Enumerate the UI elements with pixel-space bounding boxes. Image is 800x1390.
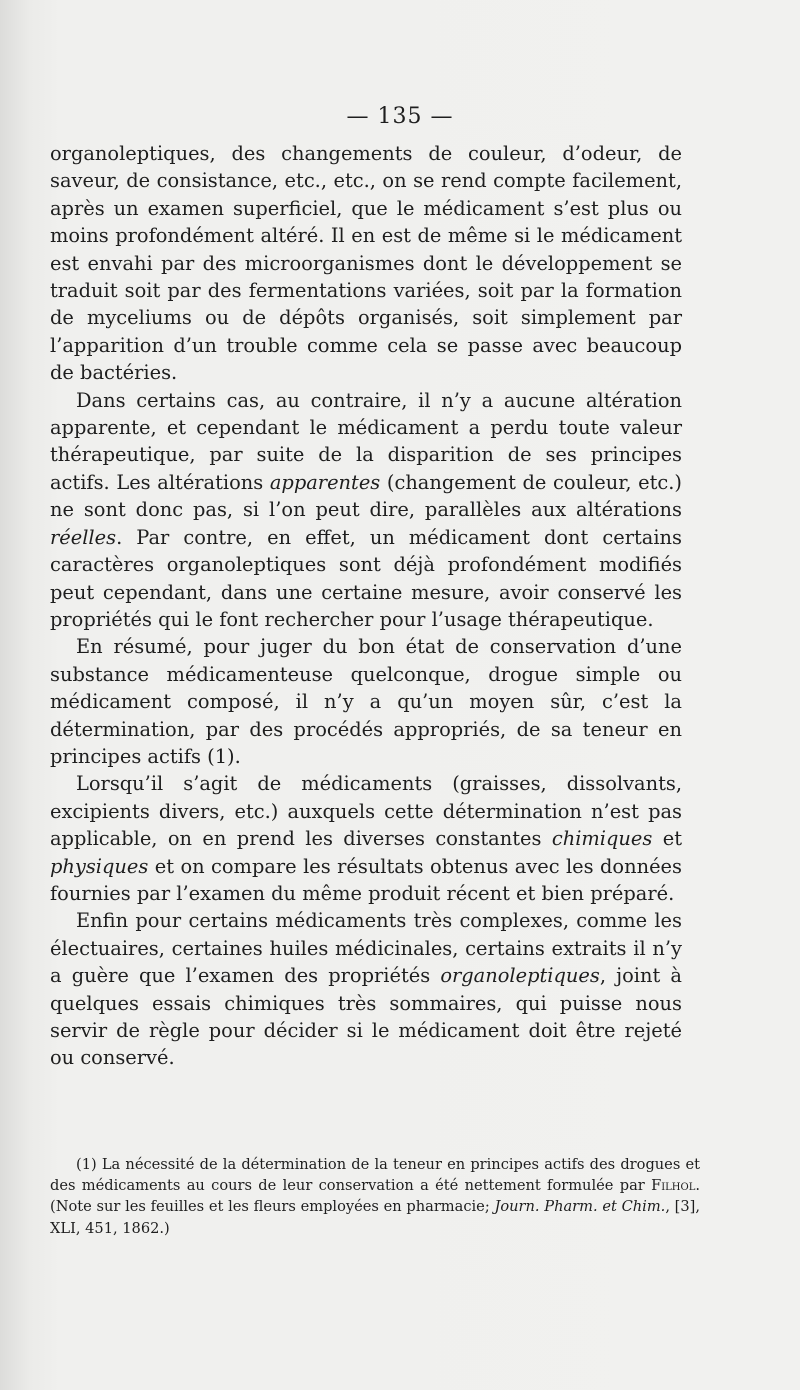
text-segment: organoleptiques, des changements de couleur, d’odeur, de saveur, de consistance, etc., etc., on se rend compte facilement, après un examen superficiel, que le médicament s’est plus ou moins profondément altéré. Il en est de même si le médicament est envahi par des microorganismes dont le développement se traduit soit par des fermentations variées, soit par la formation de myceliums ou de dépôts organisés, soit simplement par l’apparition d’un trouble comme cela se passe avec beaucoup de bactéries. <box>50 142 682 385</box>
text-segment: . Par contre, en effet, un médicament dont certains caractères organoleptiques sont déjà profondément modifiés peut cependant, dans une certaine mesure, avoir conservé les propriétés qui le font rechercher pour l’usage thérapeutique. <box>50 525 682 631</box>
italic-text: Journ. Pharm. et Chim. <box>494 1198 666 1216</box>
italic-text: organoleptiques <box>440 964 600 988</box>
text-segment: . (Note sur les feuilles et les fleurs employées en pharmacie; <box>50 1177 700 1216</box>
body-text <box>50 140 682 1072</box>
text-segment: , [3], XLI, 451, 1862.) <box>50 1198 700 1237</box>
footnote-1 <box>50 1154 700 1239</box>
paragraph-2 <box>50 387 682 634</box>
text-segment: Dans certains cas, au contraire, il n’y a aucune altération apparente, et cependant le médicament a perdu toute valeur thérapeutique, par suite de la disparition de ses principes actifs. Les altérations <box>50 388 682 494</box>
text-segment: , joint à quelques essais chimiques très sommaires, qui puisse nous servir de règle pour décider si le médicament doit être rejeté ou conservé. <box>50 964 682 1070</box>
text-segment: Enfin pour certains médicaments très complexes, comme les électuaires, certaines huiles médicinales, certains extraits il n’y a guère que l’examen des propriétés <box>50 909 682 988</box>
text-segment: Lorsqu’il s’agit de médicaments (graisses, dissolvants, excipients divers, etc.) auxquels cette détermination n’est pas applicable, on en prend les diverses constantes <box>50 772 682 851</box>
footnotes <box>50 1154 700 1239</box>
page-number: — 135 — <box>346 104 454 129</box>
text-segment: (1) La nécessité de la détermination de la teneur en principes actifs des drogues et des médicaments au cours de leur conservation a été nettement formulée par <box>50 1156 700 1195</box>
italic-text: chimiques <box>551 827 653 851</box>
paragraph-3 <box>50 633 682 770</box>
italic-text: apparentes <box>269 470 381 494</box>
paragraph-4 <box>50 770 682 907</box>
italic-text: réelles <box>50 525 117 549</box>
text-segment: et <box>652 827 682 851</box>
italic-text: physiques <box>50 854 149 878</box>
author-name: Filhol <box>651 1177 696 1195</box>
text-segment: et on compare les résultats obtenus avec les données fournies par l’examen du même produit récent et bien préparé. <box>50 854 682 905</box>
paragraph-1 <box>50 140 682 387</box>
text-segment: (changement de couleur, etc.) ne sont donc pas, si l’on peut dire, parallèles aux altérations <box>50 470 682 522</box>
paragraph-5 <box>50 907 682 1071</box>
text-segment: En résumé, pour juger du bon état de conservation d’une substance médicamenteuse quelconque, drogue simple ou médicament composé, il n’y a qu’un moyen sûr, c’est la détermination, par des procédés appropriés, de sa teneur en principes actifs (1). <box>50 635 682 768</box>
